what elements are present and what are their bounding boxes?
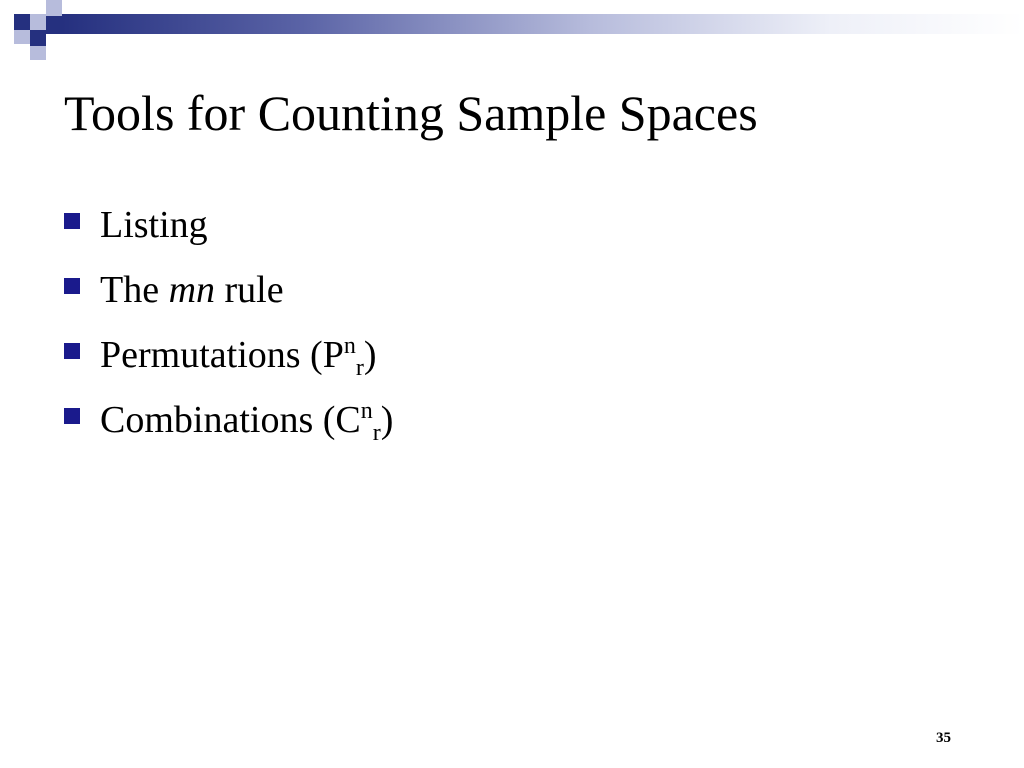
decor-square — [14, 14, 30, 30]
bullet-item-permutations — [64, 326, 393, 391]
square-bullet-icon — [64, 408, 80, 424]
decor-square — [30, 46, 46, 60]
decor-square — [46, 16, 62, 34]
bullet-text — [100, 261, 284, 309]
bullet-text-prefix: Permutations (P — [100, 334, 344, 376]
bullet-text-prefix: The — [100, 269, 169, 311]
bullet-text-suffix: rule — [215, 269, 284, 311]
bullet-text-suffix: ) — [363, 334, 377, 376]
slide-title: Tools for Counting Sample Spaces — [64, 85, 758, 141]
decor-square — [30, 30, 46, 46]
header-decoration — [0, 0, 1024, 70]
bullet-item-combinations — [64, 391, 393, 456]
decor-square — [14, 30, 30, 44]
subscript-r: r — [355, 355, 364, 381]
slide-number: 35 — [936, 730, 951, 746]
square-bullet-icon — [64, 343, 80, 359]
bullet-text-italic: mn — [168, 269, 216, 311]
square-bullet-icon — [64, 278, 80, 294]
header-gradient-bar — [62, 14, 1024, 34]
bullet-item-mn-rule — [64, 261, 393, 326]
bullet-list — [64, 196, 393, 456]
bullet-text-suffix: ) — [380, 399, 394, 441]
bullet-text: Listing — [100, 204, 208, 246]
subscript-r: r — [372, 420, 381, 446]
superscript-n: n — [360, 398, 373, 424]
square-bullet-icon — [64, 213, 80, 229]
bullet-item-listing — [64, 196, 393, 261]
superscript-n: n — [343, 333, 356, 359]
bullet-text — [100, 391, 394, 446]
decor-square — [30, 14, 46, 30]
bullet-text-prefix: Combinations (C — [100, 399, 361, 441]
decor-square — [46, 0, 62, 16]
bullet-text — [100, 326, 377, 381]
